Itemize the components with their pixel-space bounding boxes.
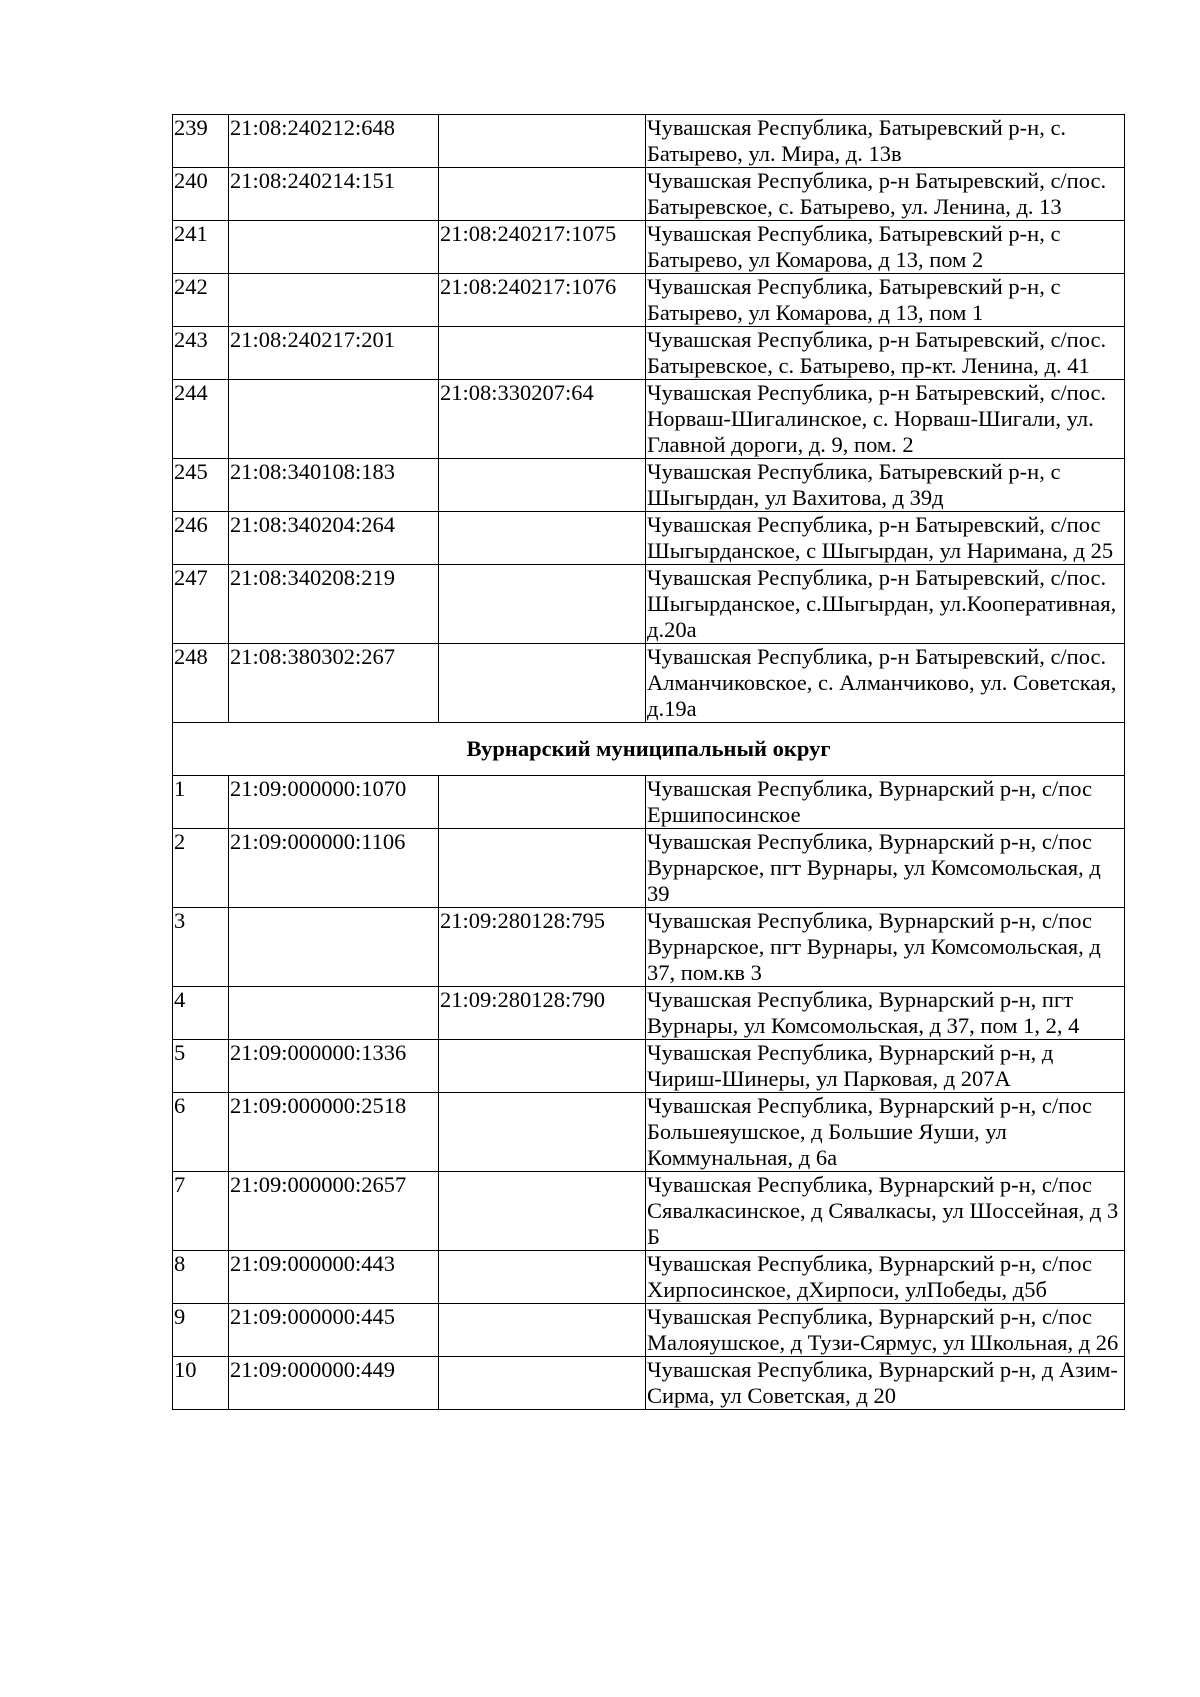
table-row xyxy=(173,1251,1125,1304)
premises-cadastral-number-cell: 21:08:240217:1075 xyxy=(439,221,646,274)
row-number-cell: 241 xyxy=(173,221,229,274)
premises-cadastral-number-cell: 21:09:280128:790 xyxy=(439,987,646,1040)
address-cell: Чувашская Республика, Вурнарский р-н, с/пос Хирпосинское, дХирпоси, улПобеды, д5б xyxy=(646,1251,1125,1304)
address-cell: Чувашская Республика, р-н Батыревский, с/пос Шыгырданское, с Шыгырдан, ул Наримана, д 25 xyxy=(646,512,1125,565)
table-row xyxy=(173,908,1125,987)
row-number-cell: 239 xyxy=(173,115,229,168)
address-cell: Чувашская Республика, р-н Батыревский, с/пос. Норваш-Шигалинское, с. Норваш-Шигали, ул. Главной дороги, д. 9, пом. 2 xyxy=(646,380,1125,459)
premises-cadastral-number-cell: 21:08:240217:1076 xyxy=(439,274,646,327)
address-cell: Чувашская Республика, Батыревский р-н, с Батырево, ул Комарова, д 13, пом 1 xyxy=(646,274,1125,327)
table-row xyxy=(173,274,1125,327)
row-number-cell: 2 xyxy=(173,829,229,908)
cadastral-number-cell: 21:09:000000:1070 xyxy=(229,776,439,829)
table-row xyxy=(173,1304,1125,1357)
address-cell: Чувашская Республика, р-н Батыревский, с/пос. Батыревское, с. Батырево, ул. Ленина, д. 13 xyxy=(646,168,1125,221)
table-row xyxy=(173,776,1125,829)
premises-cadastral-number-cell: 21:09:280128:795 xyxy=(439,908,646,987)
address-cell: Чувашская Республика, Вурнарский р-н, с/пос Малояушское, д Тузи-Сярмус, ул Школьная, д 26 xyxy=(646,1304,1125,1357)
cadastral-number-cell: 21:08:380302:267 xyxy=(229,644,439,723)
table-row xyxy=(173,380,1125,459)
premises-cadastral-number-cell xyxy=(439,327,646,380)
address-cell: Чувашская Республика, Вурнарский р-н, д Чириш-Шинеры, ул Парковая, д 207А xyxy=(646,1040,1125,1093)
row-number-cell: 242 xyxy=(173,274,229,327)
premises-cadastral-number-cell xyxy=(439,512,646,565)
table-row xyxy=(173,221,1125,274)
cadastral-number-cell: 21:09:000000:449 xyxy=(229,1357,439,1410)
address-cell: Чувашская Республика, Батыревский р-н, с Шыгырдан, ул Вахитова, д 39д xyxy=(646,459,1125,512)
table-row xyxy=(173,459,1125,512)
cadastral-number-cell: 21:09:000000:2518 xyxy=(229,1093,439,1172)
premises-cadastral-number-cell xyxy=(439,1172,646,1251)
premises-cadastral-number-cell xyxy=(439,776,646,829)
address-cell: Чувашская Республика, Вурнарский р-н, с/пос Вурнарское, пгт Вурнары, ул Комсомольская, д 39 xyxy=(646,829,1125,908)
premises-cadastral-number-cell xyxy=(439,1251,646,1304)
property-table-body xyxy=(173,115,1125,1410)
premises-cadastral-number-cell: 21:08:330207:64 xyxy=(439,380,646,459)
address-cell: Чувашская Республика, Вурнарский р-н, с/пос Сявалкасинское, д Сявалкасы, ул Шоссейная, д 3 Б xyxy=(646,1172,1125,1251)
section-header-row xyxy=(173,723,1125,776)
table-row xyxy=(173,829,1125,908)
premises-cadastral-number-cell xyxy=(439,459,646,512)
table-row xyxy=(173,644,1125,723)
table-row xyxy=(173,1172,1125,1251)
cadastral-number-cell: 21:08:340208:219 xyxy=(229,565,439,644)
row-number-cell: 245 xyxy=(173,459,229,512)
address-cell: Чувашская Республика, р-н Батыревский, с/пос. Алманчиковское, с. Алманчиково, ул. Советская, д.19а xyxy=(646,644,1125,723)
premises-cadastral-number-cell xyxy=(439,644,646,723)
row-number-cell: 4 xyxy=(173,987,229,1040)
row-number-cell: 243 xyxy=(173,327,229,380)
cadastral-number-cell: 21:09:000000:443 xyxy=(229,1251,439,1304)
row-number-cell: 244 xyxy=(173,380,229,459)
address-cell: Чувашская Республика, Вурнарский р-н, с/пос Ершипосинское xyxy=(646,776,1125,829)
premises-cadastral-number-cell xyxy=(439,829,646,908)
premises-cadastral-number-cell xyxy=(439,115,646,168)
cadastral-number-cell: 21:09:000000:1336 xyxy=(229,1040,439,1093)
row-number-cell: 240 xyxy=(173,168,229,221)
premises-cadastral-number-cell xyxy=(439,1304,646,1357)
address-cell: Чувашская Республика, Вурнарский р-н, с/пос Вурнарское, пгт Вурнары, ул Комсомольская, д 37, пом.кв 3 xyxy=(646,908,1125,987)
cadastral-number-cell: 21:08:340204:264 xyxy=(229,512,439,565)
table-row xyxy=(173,1357,1125,1410)
premises-cadastral-number-cell xyxy=(439,168,646,221)
address-cell: Чувашская Республика, Вурнарский р-н, д Азим-Сирма, ул Советская, д 20 xyxy=(646,1357,1125,1410)
table-row xyxy=(173,1040,1125,1093)
table-row xyxy=(173,512,1125,565)
address-cell: Чувашская Республика, р-н Батыревский, с/пос. Шыгырданское, с.Шыгырдан, ул.Кооперативная, д.20а xyxy=(646,565,1125,644)
cadastral-number-cell: 21:09:000000:445 xyxy=(229,1304,439,1357)
address-cell: Чувашская Республика, Батыревский р-н, с Батырево, ул Комарова, д 13, пом 2 xyxy=(646,221,1125,274)
row-number-cell: 5 xyxy=(173,1040,229,1093)
premises-cadastral-number-cell xyxy=(439,565,646,644)
address-cell: Чувашская Республика, р-н Батыревский, с/пос. Батыревское, с. Батырево, пр-кт. Ленина, д. 41 xyxy=(646,327,1125,380)
cadastral-number-cell: 21:09:000000:2657 xyxy=(229,1172,439,1251)
cadastral-number-cell: 21:08:240212:648 xyxy=(229,115,439,168)
cadastral-number-cell xyxy=(229,908,439,987)
row-number-cell: 6 xyxy=(173,1093,229,1172)
section-title: Вурнарский муниципальный округ xyxy=(173,723,1125,776)
property-table xyxy=(172,114,1125,1410)
cadastral-number-cell xyxy=(229,221,439,274)
row-number-cell: 7 xyxy=(173,1172,229,1251)
premises-cadastral-number-cell xyxy=(439,1357,646,1410)
cadastral-number-cell: 21:09:000000:1106 xyxy=(229,829,439,908)
table-row xyxy=(173,327,1125,380)
cadastral-number-cell xyxy=(229,380,439,459)
table-row xyxy=(173,168,1125,221)
cadastral-number-cell: 21:08:240214:151 xyxy=(229,168,439,221)
address-cell: Чувашская Республика, Вурнарский р-н, с/пос Большеяушское, д Большие Яуши, ул Коммунальная, д 6а xyxy=(646,1093,1125,1172)
row-number-cell: 248 xyxy=(173,644,229,723)
premises-cadastral-number-cell xyxy=(439,1093,646,1172)
cadastral-number-cell xyxy=(229,987,439,1040)
row-number-cell: 246 xyxy=(173,512,229,565)
cadastral-number-cell: 21:08:240217:201 xyxy=(229,327,439,380)
table-row xyxy=(173,987,1125,1040)
cadastral-number-cell: 21:08:340108:183 xyxy=(229,459,439,512)
address-cell: Чувашская Республика, Вурнарский р-н, пгт Вурнары, ул Комсомольская, д 37, пом 1, 2, 4 xyxy=(646,987,1125,1040)
table-row xyxy=(173,1093,1125,1172)
table-row xyxy=(173,115,1125,168)
table-row xyxy=(173,565,1125,644)
cadastral-number-cell xyxy=(229,274,439,327)
row-number-cell: 10 xyxy=(173,1357,229,1410)
premises-cadastral-number-cell xyxy=(439,1040,646,1093)
row-number-cell: 9 xyxy=(173,1304,229,1357)
row-number-cell: 3 xyxy=(173,908,229,987)
row-number-cell: 8 xyxy=(173,1251,229,1304)
row-number-cell: 247 xyxy=(173,565,229,644)
row-number-cell: 1 xyxy=(173,776,229,829)
address-cell: Чувашская Республика, Батыревский р-н, с. Батырево, ул. Мира, д. 13в xyxy=(646,115,1125,168)
